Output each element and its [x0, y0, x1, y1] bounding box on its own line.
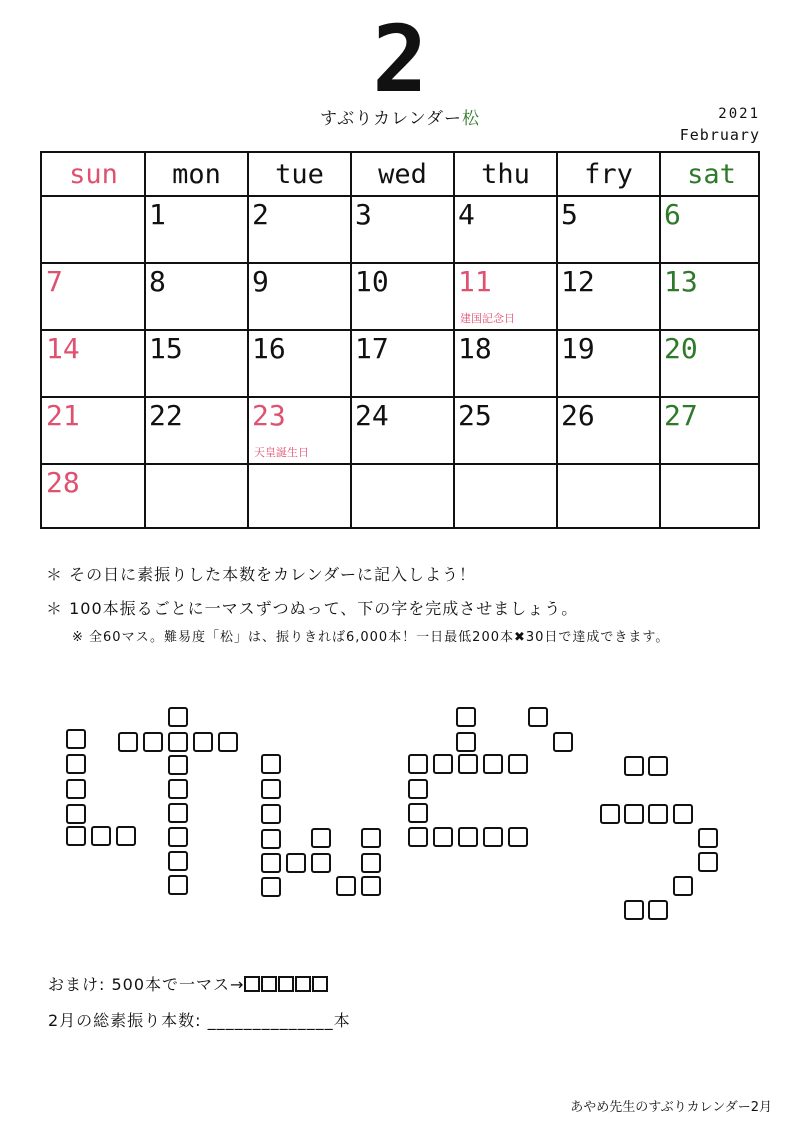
- puzzle-square-u[interactable]: [698, 828, 718, 848]
- bonus-row: [48, 972, 329, 995]
- puzzle-square-ke[interactable]: [116, 826, 136, 846]
- day-cell[interactable]: [351, 397, 454, 463]
- weekday-header-sat: sat: [687, 159, 736, 190]
- puzzle-square-ke[interactable]: [143, 732, 163, 752]
- holiday-label: 建国記念日: [460, 312, 515, 325]
- day-number: 17: [355, 332, 389, 365]
- day-number: 3: [355, 198, 372, 231]
- day-number: 19: [561, 332, 595, 365]
- month-name-label: February: [679, 126, 760, 144]
- day-cell[interactable]: [351, 196, 454, 262]
- day-cell[interactable]: [145, 263, 248, 329]
- subtitle-main: すぶりカレンダー: [319, 109, 463, 129]
- puzzle-square-ke[interactable]: [193, 732, 213, 752]
- day-cell[interactable]: [557, 330, 660, 396]
- day-cell[interactable]: [454, 263, 557, 329]
- day-number: 7: [46, 265, 63, 298]
- day-cell[interactable]: [660, 464, 763, 530]
- day-cell[interactable]: [248, 196, 351, 262]
- puzzle-square-do[interactable]: [508, 754, 528, 774]
- puzzle-square-do[interactable]: [528, 707, 548, 727]
- day-cell[interactable]: [454, 330, 557, 396]
- footer-credit: あやめ先生のすぶりカレンダー2月: [570, 1100, 772, 1115]
- day-number: 9: [252, 265, 269, 298]
- total-label: 2月の総素振り本数:: [48, 1011, 202, 1030]
- bonus-label: おまけ: 500本で一マス→: [48, 975, 245, 994]
- bonus-square[interactable]: [295, 976, 311, 992]
- day-number: 27: [664, 399, 698, 432]
- day-number: 8: [149, 265, 166, 298]
- day-cell[interactable]: [248, 263, 351, 329]
- puzzle-square-u[interactable]: [648, 900, 668, 920]
- day-cell[interactable]: [145, 196, 248, 262]
- puzzle-square-do[interactable]: [483, 827, 503, 847]
- puzzle-square-u[interactable]: [624, 804, 644, 824]
- puzzle-square-n[interactable]: [361, 828, 381, 848]
- puzzle-square-u[interactable]: [673, 804, 693, 824]
- puzzle-square-ke[interactable]: [66, 729, 86, 749]
- day-number: 25: [458, 399, 492, 432]
- day-cell[interactable]: [660, 196, 763, 262]
- day-number: 20: [664, 332, 698, 365]
- day-number: 1: [149, 198, 166, 231]
- day-number: 26: [561, 399, 595, 432]
- day-cell[interactable]: [248, 330, 351, 396]
- puzzle-square-do[interactable]: [408, 827, 428, 847]
- day-number: 18: [458, 332, 492, 365]
- day-cell[interactable]: [454, 196, 557, 262]
- total-blank[interactable]: ______________: [207, 1011, 334, 1030]
- puzzle-square-do[interactable]: [458, 754, 478, 774]
- puzzle-square-do[interactable]: [456, 732, 476, 752]
- puzzle-square-do[interactable]: [508, 827, 528, 847]
- day-number: 21: [46, 399, 80, 432]
- puzzle-square-ke[interactable]: [66, 754, 86, 774]
- bonus-square[interactable]: [312, 976, 328, 992]
- subtitle-difficulty: 松: [462, 109, 481, 129]
- puzzle-square-n[interactable]: [336, 876, 356, 896]
- puzzle-square-n[interactable]: [261, 829, 281, 849]
- day-cell[interactable]: [42, 263, 145, 329]
- day-cell[interactable]: [351, 330, 454, 396]
- puzzle-square-ke[interactable]: [168, 851, 188, 871]
- puzzle-square-u[interactable]: [624, 756, 644, 776]
- puzzle-square-do[interactable]: [458, 827, 478, 847]
- day-cell[interactable]: [42, 464, 145, 530]
- puzzle-square-n[interactable]: [311, 828, 331, 848]
- instruction-line-2: ＊ 100本振るごとに一マスずつぬって、下の字を完成させましょう。: [46, 599, 579, 618]
- puzzle-square-u[interactable]: [600, 804, 620, 824]
- day-number: 10: [355, 265, 389, 298]
- day-number: 23: [252, 399, 286, 432]
- bonus-squares: [244, 975, 329, 994]
- month-number: 2: [372, 6, 428, 113]
- day-cell[interactable]: [454, 464, 557, 530]
- puzzle-square-ke[interactable]: [168, 732, 188, 752]
- day-cell[interactable]: [42, 196, 145, 262]
- year-label: 2021: [718, 106, 760, 122]
- day-cell[interactable]: [145, 397, 248, 463]
- instruction-line-3: ※ 全60マス。難易度「松」は、振りきれば6,000本！一日最低200本✖30日で達成できます。: [72, 630, 670, 645]
- day-cell[interactable]: [248, 397, 351, 463]
- puzzle-square-n[interactable]: [261, 804, 281, 824]
- day-cell[interactable]: [660, 397, 763, 463]
- day-number: 4: [458, 198, 475, 231]
- instruction-line-1: ＊ その日に素振りした本数をカレンダーに記入しよう！: [46, 565, 477, 584]
- puzzle-square-ke[interactable]: [118, 732, 138, 752]
- day-number: 24: [355, 399, 389, 432]
- total-unit: 本: [333, 1011, 351, 1030]
- puzzle-square-do[interactable]: [553, 732, 573, 752]
- day-cell[interactable]: [145, 464, 248, 530]
- day-cell[interactable]: [557, 196, 660, 262]
- day-cell[interactable]: [454, 397, 557, 463]
- puzzle-square-ke[interactable]: [66, 779, 86, 799]
- day-number: 6: [664, 198, 681, 231]
- bonus-square[interactable]: [244, 976, 260, 992]
- puzzle-square-ke[interactable]: [91, 826, 111, 846]
- day-number: 2: [252, 198, 269, 231]
- puzzle-square-ke[interactable]: [168, 755, 188, 775]
- puzzle-square-u[interactable]: [648, 804, 668, 824]
- puzzle-square-n[interactable]: [261, 877, 281, 897]
- puzzle-square-ke[interactable]: [168, 875, 188, 895]
- holiday-label: 天皇誕生日: [254, 446, 309, 459]
- puzzle-square-ke[interactable]: [218, 732, 238, 752]
- weekday-header-sun: sun: [69, 159, 118, 190]
- puzzle-square-u[interactable]: [698, 852, 718, 872]
- puzzle-square-do[interactable]: [408, 779, 428, 799]
- day-cell[interactable]: [145, 330, 248, 396]
- puzzle-square-n[interactable]: [361, 876, 381, 896]
- bonus-square[interactable]: [278, 976, 294, 992]
- puzzle-square-do[interactable]: [433, 754, 453, 774]
- weekday-header-fry: fry: [584, 159, 633, 190]
- day-number: 11: [458, 265, 492, 298]
- day-number: 12: [561, 265, 595, 298]
- day-cell[interactable]: [660, 263, 763, 329]
- day-number: 16: [252, 332, 286, 365]
- puzzle-square-n[interactable]: [361, 853, 381, 873]
- day-cell[interactable]: [42, 330, 145, 396]
- day-number: 22: [149, 399, 183, 432]
- puzzle-square-do[interactable]: [483, 754, 503, 774]
- puzzle-square-ke[interactable]: [168, 707, 188, 727]
- weekday-header-thu: thu: [481, 159, 530, 190]
- day-cell[interactable]: [351, 263, 454, 329]
- puzzle-square-n[interactable]: [261, 853, 281, 873]
- puzzle-square-do[interactable]: [408, 754, 428, 774]
- puzzle-square-u[interactable]: [648, 756, 668, 776]
- puzzle-square-ke[interactable]: [168, 803, 188, 823]
- puzzle-square-u[interactable]: [624, 900, 644, 920]
- puzzle-square-n[interactable]: [261, 754, 281, 774]
- day-cell[interactable]: [351, 464, 454, 530]
- day-number: 14: [46, 332, 80, 365]
- puzzle-square-ke[interactable]: [66, 804, 86, 824]
- puzzle-square-ke[interactable]: [168, 827, 188, 847]
- day-number: 15: [149, 332, 183, 365]
- weekday-header-tue: tue: [275, 159, 324, 190]
- puzzle-square-n[interactable]: [311, 853, 331, 873]
- puzzle-square-do[interactable]: [408, 803, 428, 823]
- puzzle-square-do[interactable]: [433, 827, 453, 847]
- weekday-header-mon: mon: [172, 159, 221, 190]
- day-cell[interactable]: [557, 397, 660, 463]
- puzzle-square-n[interactable]: [286, 853, 306, 873]
- day-number: 28: [46, 466, 80, 499]
- calendar-grid: [40, 151, 760, 529]
- puzzle-square-n[interactable]: [261, 779, 281, 799]
- bonus-square[interactable]: [261, 976, 277, 992]
- day-number: 13: [664, 265, 698, 298]
- day-cell[interactable]: [660, 330, 763, 396]
- weekday-header-wed: wed: [378, 159, 427, 190]
- day-cell[interactable]: [557, 263, 660, 329]
- puzzle-square-u[interactable]: [673, 876, 693, 896]
- day-cell[interactable]: [557, 464, 660, 530]
- calendar-subtitle: [300, 104, 500, 129]
- day-cell[interactable]: [248, 464, 351, 530]
- puzzle-square-ke[interactable]: [66, 826, 86, 846]
- day-number: 5: [561, 198, 578, 231]
- monthly-total-row: [48, 1008, 351, 1031]
- day-cell[interactable]: [42, 397, 145, 463]
- puzzle-square-do[interactable]: [456, 707, 476, 727]
- puzzle-square-ke[interactable]: [168, 779, 188, 799]
